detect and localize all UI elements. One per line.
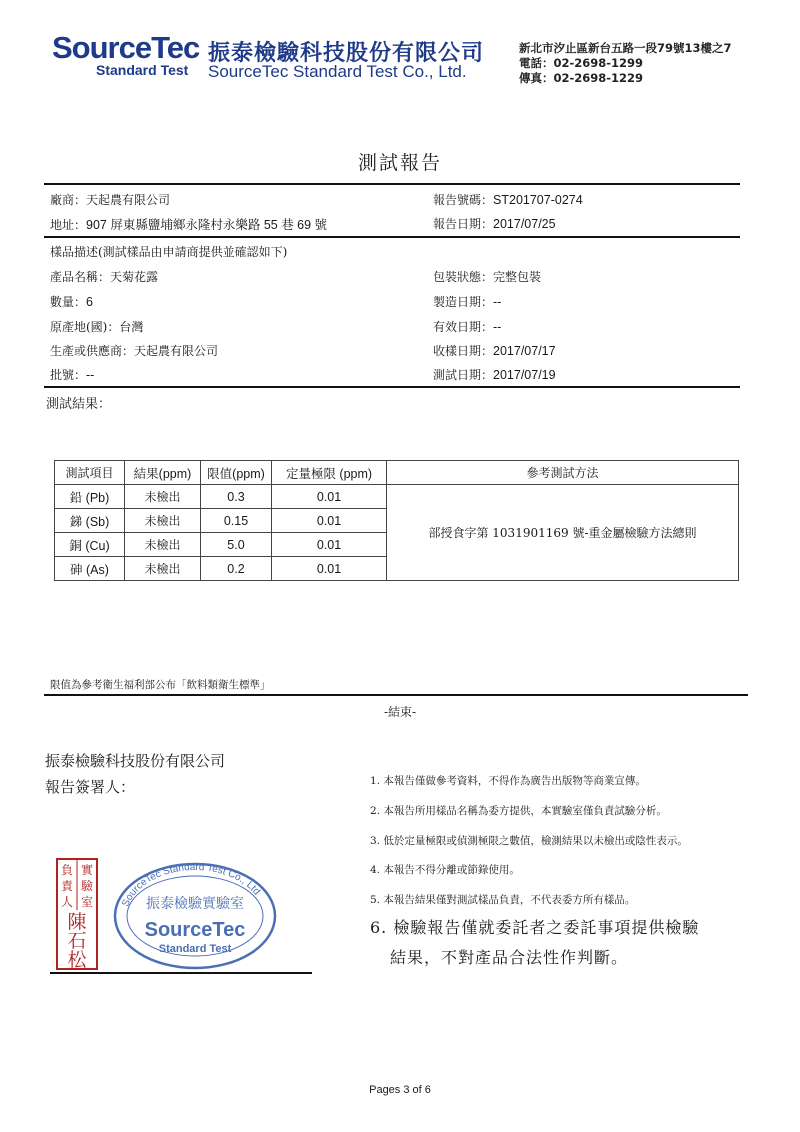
company-fax: 傳真：02-2698-1229 [519, 71, 644, 85]
svg-text:室: 室 [80, 895, 94, 909]
address-label: 地址： [50, 218, 87, 232]
svg-text:松: 松 [67, 949, 87, 970]
company-logo-sub: Standard Test [96, 62, 189, 78]
svg-text:陳: 陳 [67, 911, 87, 933]
svg-text:振泰檢驗實驗室: 振泰檢驗實驗室 [146, 896, 244, 912]
cell-loq: 0.01 [272, 485, 387, 509]
report-date-label: 報告日期： [433, 217, 494, 231]
report-no-label: 報告號碼： [433, 193, 494, 207]
cell-limit: 0.2 [201, 557, 272, 581]
company-name-en: SourceTec Standard Test Co., Ltd. [208, 62, 467, 81]
page-number: Pages 3 of 6 [369, 1084, 431, 1096]
divider [44, 694, 748, 696]
svg-text:SourceTec Standard Test Co., L: SourceTec Standard Test Co., Ltd [120, 861, 263, 909]
cell-limit: 5.0 [201, 533, 272, 557]
col-header-loq: 定量極限 (ppm) [272, 461, 387, 485]
note-2: 2. 本報告所用樣品名稱為委方提供，本實驗室僅負責試驗分析。 [370, 805, 667, 817]
sample-left-1: 數量：6 [50, 295, 93, 309]
col-header-result: 結果(ppm) [125, 461, 201, 485]
note-4: 4. 本報告不得分離或節錄使用。 [370, 864, 520, 876]
vendor-value: 天起農有限公司 [86, 193, 171, 207]
sample-left-3: 生產或供應商：天起農有限公司 [50, 344, 219, 358]
report-date-value: 2017/07/25 [493, 217, 556, 231]
personal-seal [56, 858, 98, 970]
cell-item: 銻 (Sb) [55, 509, 125, 533]
sample-right-2: 有效日期：-- [433, 320, 502, 334]
svg-text:人: 人 [60, 895, 74, 909]
footer-company: 振泰檢驗科技股份有限公司 [45, 752, 226, 770]
company-name-cn: 振泰檢驗科技股份有限公司 [208, 41, 485, 66]
sample-right-1: 製造日期：-- [433, 295, 502, 309]
col-header-item: 測試項目 [55, 461, 125, 485]
cell-limit: 0.3 [201, 485, 272, 509]
divider [44, 183, 740, 185]
svg-text:Standard Test: Standard Test [158, 943, 232, 955]
cell-result: 未檢出 [125, 485, 201, 509]
col-header-limit: 限值(ppm) [201, 461, 272, 485]
cell-result: 未檢出 [125, 533, 201, 557]
cell-loq: 0.01 [272, 533, 387, 557]
note-3: 3. 低於定量極限或偵測極限之數值，檢測結果以未檢出或陰性表示。 [370, 835, 688, 847]
results-heading: 測試結果： [46, 397, 112, 412]
cell-item: 砷 (As) [55, 557, 125, 581]
cell-method: 部授食字第 1031901169 號-重金屬檢驗方法總則 [387, 485, 739, 581]
signature-line [50, 972, 312, 974]
sample-left-2: 原產地(國)：台灣 [50, 320, 144, 334]
cell-item: 鉛 (Pb) [55, 485, 125, 509]
cell-result: 未檢出 [125, 509, 201, 533]
col-header-method: 參考測試方法 [387, 461, 739, 485]
sample-right-0: 包裝狀態：完整包裝 [433, 270, 542, 284]
svg-text:責: 責 [60, 879, 74, 893]
divider [44, 386, 740, 388]
cell-result: 未檢出 [125, 557, 201, 581]
company-address: 新北市汐止區新台五路一段79號13樓之7 [519, 41, 732, 55]
cell-loq: 0.01 [272, 509, 387, 533]
sample-left-0: 產品名稱：天菊花露 [50, 270, 159, 284]
table-header-row [55, 461, 739, 485]
signer-label: 報告簽署人： [45, 778, 136, 796]
sample-right-3: 收樣日期：2017/07/17 [433, 344, 556, 358]
sample-left-4: 批號：-- [50, 368, 95, 382]
report-no-value: ST201707-0274 [493, 193, 583, 207]
lab-stamp [110, 858, 280, 970]
address-value: 907 屏東縣鹽埔鄉永隆村永樂路 55 巷 69 號 [86, 218, 328, 232]
note-5: 5. 本報告結果僅對測試樣品負責，不代表委方所有樣品。 [370, 894, 636, 906]
cell-loq: 0.01 [272, 557, 387, 581]
cell-limit: 0.15 [201, 509, 272, 533]
note-6-line2: 結果，不對產品合法性作判斷。 [390, 948, 629, 967]
results-table [54, 460, 739, 581]
company-phone: 電話：02-2698-1299 [519, 56, 644, 70]
sample-right-4: 測試日期：2017/07/19 [433, 368, 556, 382]
company-logo-main: SourceTec [52, 30, 200, 65]
address-field [50, 215, 327, 233]
report-title: 測試報告 [357, 152, 442, 174]
divider [44, 236, 740, 238]
svg-text:實: 實 [80, 863, 94, 877]
report-date-field [433, 215, 556, 232]
end-mark: -結束- [383, 705, 417, 719]
cell-item: 銅 (Cu) [55, 533, 125, 557]
note-1: 1. 本報告僅做參考資料，不得作為廣告出版物等商業宣傳。 [370, 775, 646, 787]
svg-text:負: 負 [60, 863, 74, 877]
sample-heading: 樣品描述(測試樣品由申請商提供並確認如下) [50, 245, 288, 259]
vendor-field [50, 191, 170, 208]
report-no-field [433, 191, 583, 208]
limit-note: 限值為參考衛生福利部公布「飲料類衛生標準」 [50, 679, 271, 691]
vendor-label: 廠商： [50, 193, 87, 207]
svg-text:石: 石 [67, 930, 87, 952]
svg-text:SourceTec: SourceTec [144, 919, 246, 941]
note-6-line1: 6. 檢驗報告僅就委託者之委託事項提供檢驗 [370, 918, 700, 937]
table-row [55, 485, 739, 509]
svg-text:驗: 驗 [80, 879, 94, 893]
